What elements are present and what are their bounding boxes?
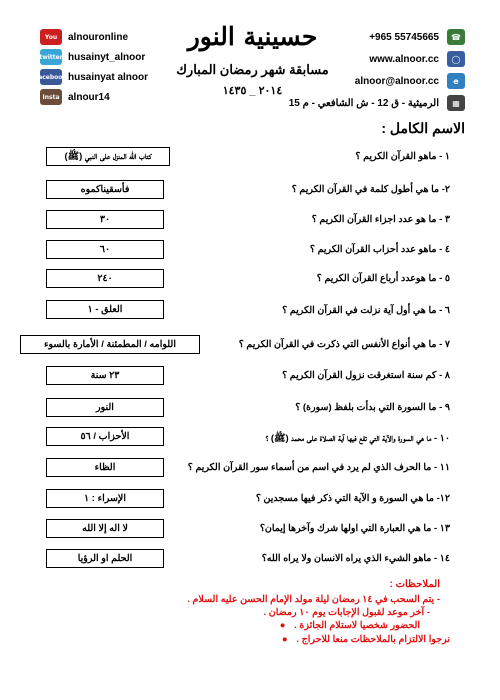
answer-box-3[interactable]: ٣٠ bbox=[46, 210, 164, 229]
competition-date: ٢٠١٤ _ ١٤٣٥ bbox=[222, 85, 283, 97]
answer-box-11[interactable]: الظاء bbox=[46, 458, 164, 477]
instagram-handle: alnour14 bbox=[68, 91, 110, 103]
contact-website[interactable] bbox=[369, 50, 465, 68]
question-3: ٣ - ما هو عدد اجزاء القرآن الكريم ؟ bbox=[311, 214, 450, 225]
note-1: - يتم السحب في ١٤ رمضان ليلة مولد الإمام الحسن عليه السلام . bbox=[187, 594, 440, 605]
question-7: ٧ - ما هي أنواع الأنفس التي ذكرت في القرآن الكريم ؟ bbox=[238, 339, 450, 350]
twitter-icon: twitter bbox=[40, 49, 62, 65]
answer-box-6[interactable]: العلق - ١ bbox=[46, 300, 164, 319]
answer-box-10[interactable]: الأحزاب / ٥٦ bbox=[46, 427, 164, 446]
note-4: نرجوا الالتزام بالملاحظات منعا للاحراج . bbox=[296, 634, 450, 645]
answer-box-13[interactable]: لا اله إلا الله bbox=[46, 519, 164, 538]
building-icon: ▦ bbox=[447, 95, 465, 111]
instagram-icon: Insta bbox=[40, 89, 62, 105]
web-icon: ◯ bbox=[447, 51, 465, 67]
email-icon: e bbox=[447, 73, 465, 89]
contact-phone[interactable] bbox=[369, 28, 465, 46]
question-2: ٢- ما هي أطول كلمة في القرآن الكريم ؟ bbox=[291, 184, 450, 195]
question-6: ٦ - ما هي أول آية نزلت في القرآن الكريم ؟ bbox=[282, 305, 450, 316]
youtube-icon: You bbox=[40, 29, 62, 45]
twitter-handle: husainyt_alnoor bbox=[68, 51, 146, 63]
question-11: ١١ - ما الحرف الذي لم يرد في اسم من أسماء سور القرآن الكريم ؟ bbox=[187, 462, 450, 473]
question-5: ٥ - ما هوعدد أرباع القرآن الكريم ؟ bbox=[316, 273, 450, 284]
answer-box-14[interactable]: الحلم او الرؤيا bbox=[46, 549, 164, 568]
website-url: www.alnoor.cc bbox=[369, 53, 439, 65]
question-14: ١٤ - ماهو الشيء الذي يراه الانسان ولا يراه الله؟ bbox=[261, 553, 450, 564]
question-9: ٩ - ما السورة التي بدأت بلفظ (سورة) ؟ bbox=[295, 402, 450, 413]
answer-box-12[interactable]: الإسراء : ١ bbox=[46, 489, 164, 508]
competition-subtitle: مسابقة شهر رمضان المبارك bbox=[176, 62, 329, 77]
note-2: - آخر موعد لقبول الإجابات يوم ١٠ رمضان . bbox=[263, 607, 430, 618]
social-twitter[interactable] bbox=[40, 48, 145, 66]
social-instagram[interactable] bbox=[40, 88, 110, 106]
contact-email[interactable] bbox=[355, 72, 465, 90]
email-address: alnoor@alnoor.cc bbox=[354, 75, 439, 87]
bullet-icon: ● bbox=[279, 620, 286, 631]
youtube-handle: alnouronline bbox=[68, 31, 128, 43]
address-text: الرميثية - ق 12 - ش الشافعي - م 15 bbox=[288, 97, 439, 109]
answer-box-2[interactable]: فأسقيناكموه bbox=[46, 180, 164, 199]
answer-box-9[interactable]: النور bbox=[46, 398, 164, 417]
note-3: الحضور شخصيا لاستلام الجائزة . bbox=[294, 620, 420, 631]
question-1: ١ - ماهو القرآن الكريم ؟ bbox=[355, 151, 450, 162]
answer-box-8[interactable]: ٢٣ سنة bbox=[46, 366, 164, 385]
question-4: ٤ - ماهو عدد أحزاب القرآن الكريم ؟ bbox=[309, 244, 450, 255]
notes-heading: الملاحظات : bbox=[389, 579, 440, 590]
page-title: حسينية النور bbox=[187, 22, 318, 51]
whatsapp-icon: ☎ bbox=[447, 29, 465, 45]
question-10: ١٠ - ما هي السورة والآية التي تقع فيها آية الصلاة على محمد (ﷺ) ؟ bbox=[265, 433, 450, 444]
facebook-handle: husainyat alnoor bbox=[68, 71, 149, 83]
answer-box-5[interactable]: ٢٤٠ bbox=[46, 269, 164, 288]
note-4-row bbox=[282, 634, 450, 645]
answer-box-4[interactable]: ٦٠ bbox=[46, 240, 164, 259]
answer-box-1[interactable]: كتاب الله المنزل على النبي (ﷺ) bbox=[46, 147, 170, 166]
answer-box-7[interactable]: اللوامه / المطمئنة / الأمارة بالسوء bbox=[20, 335, 200, 354]
phone-number: +965 55745665 bbox=[369, 31, 439, 43]
full-name-label: الاسم الكامل : bbox=[381, 120, 465, 136]
social-youtube[interactable] bbox=[40, 28, 128, 46]
contact-address bbox=[289, 94, 465, 112]
social-facebook[interactable] bbox=[35, 68, 149, 86]
question-12: ١٢- ما هي السورة و الآية التي ذكر فيها مسجدين ؟ bbox=[255, 493, 450, 504]
facebook-icon: facebook bbox=[40, 69, 62, 85]
question-8: ٨ - كم سنة استغرقت نزول القرآن الكريم ؟ bbox=[282, 370, 450, 381]
question-13: ١٣ - ما هي العبارة التي اولها شرك وآخرها إيمان؟ bbox=[259, 523, 450, 534]
note-3-row bbox=[280, 620, 420, 631]
bullet-icon: ● bbox=[281, 634, 288, 645]
